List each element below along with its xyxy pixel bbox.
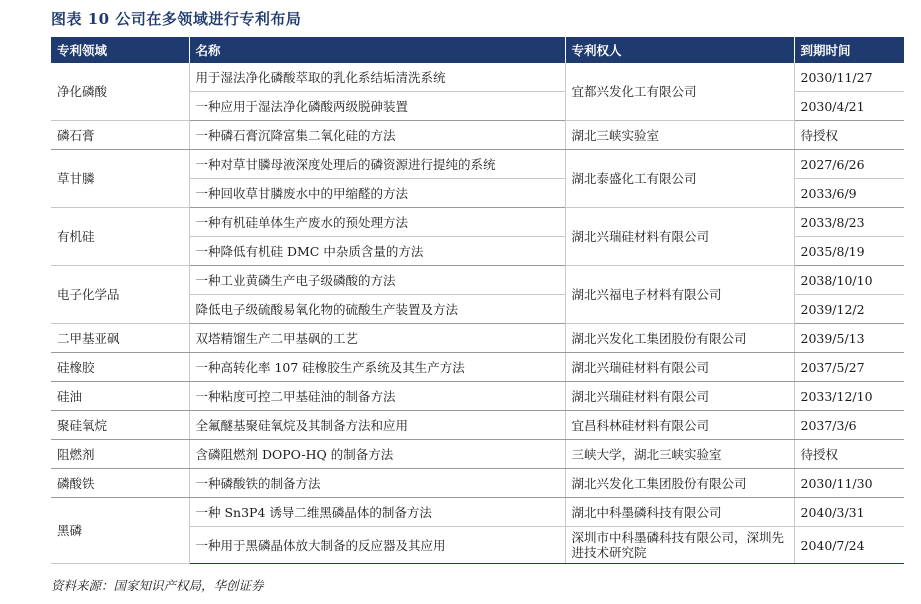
table-row — [51, 266, 904, 295]
expiry-cell: 2030/11/27 — [794, 63, 904, 92]
table-row — [51, 150, 904, 179]
patent-name-cell: 一种用于黑磷晶体放大制备的反应器及其应用 — [189, 527, 565, 564]
patent-table — [51, 37, 904, 564]
header-name: 名称 — [189, 37, 565, 63]
owner-cell: 宜都兴发化工有限公司 — [565, 63, 794, 121]
table-row — [51, 353, 904, 382]
field-cell: 阻燃剂 — [51, 440, 189, 469]
field-cell: 二甲基亚砜 — [51, 324, 189, 353]
patent-name-cell: 一种有机硅单体生产废水的预处理方法 — [189, 208, 565, 237]
field-cell: 磷酸铁 — [51, 469, 189, 498]
patent-name-cell: 一种磷酸铁的制备方法 — [189, 469, 565, 498]
owner-cell: 湖北中科墨磷科技有限公司 — [565, 498, 794, 527]
patent-name-cell: 一种对草甘膦母液深度处理后的磷资源进行提纯的系统 — [189, 150, 565, 179]
patent-name-cell: 一种应用于湿法净化磷酸两级脱砷装置 — [189, 92, 565, 121]
expiry-cell: 2030/4/21 — [794, 92, 904, 121]
expiry-cell: 2027/6/26 — [794, 150, 904, 179]
owner-cell: 湖北兴福电子材料有限公司 — [565, 266, 794, 324]
owner-cell: 湖北三峡实验室 — [565, 121, 794, 150]
table-row — [51, 208, 904, 237]
table-row — [51, 411, 904, 440]
patent-name-cell: 一种磷石膏沉降富集二氧化硅的方法 — [189, 121, 565, 150]
owner-cell: 深圳市中科墨磷科技有限公司，深圳先进技术研究院 — [565, 527, 794, 564]
field-cell: 净化磷酸 — [51, 63, 189, 121]
source-note: 资料来源：国家知识产权局，华创证券 — [51, 578, 264, 593]
expiry-cell: 2038/10/10 — [794, 266, 904, 295]
patent-name-cell: 降低电子级硫酸易氧化物的硫酸生产装置及方法 — [189, 295, 565, 324]
expiry-cell: 2039/12/2 — [794, 295, 904, 324]
field-cell: 磷石膏 — [51, 121, 189, 150]
patent-name-cell: 用于湿法净化磷酸萃取的乳化系结垢清洗系统 — [189, 63, 565, 92]
owner-cell: 三峡大学，湖北三峡实验室 — [565, 440, 794, 469]
patent-name-cell: 双塔精馏生产二甲基砜的工艺 — [189, 324, 565, 353]
expiry-cell: 2040/3/31 — [794, 498, 904, 527]
patent-name-cell: 一种降低有机硅 DMC 中杂质含量的方法 — [189, 237, 565, 266]
owner-cell: 湖北兴瑞硅材料有限公司 — [565, 353, 794, 382]
owner-cell: 湖北兴发化工集团股份有限公司 — [565, 469, 794, 498]
expiry-cell: 2035/8/19 — [794, 237, 904, 266]
patent-name-cell: 含磷阻燃剂 DOPO-HQ 的制备方法 — [189, 440, 565, 469]
expiry-cell: 2033/6/9 — [794, 179, 904, 208]
owner-cell: 宜昌科林硅材料有限公司 — [565, 411, 794, 440]
table-row — [51, 382, 904, 411]
table-row — [51, 324, 904, 353]
patent-name-cell: 全氟醚基聚硅氧烷及其制备方法和应用 — [189, 411, 565, 440]
header-field: 专利领域 — [51, 37, 189, 63]
table-row — [51, 469, 904, 498]
expiry-cell: 2040/7/24 — [794, 527, 904, 564]
field-cell: 硅橡胶 — [51, 353, 189, 382]
table-body — [51, 63, 904, 564]
owner-cell: 湖北兴发化工集团股份有限公司 — [565, 324, 794, 353]
header-expiry: 到期时间 — [794, 37, 904, 63]
patent-name-cell: 一种回收草甘膦废水中的甲缩醛的方法 — [189, 179, 565, 208]
field-cell: 黑磷 — [51, 498, 189, 564]
field-cell: 电子化学品 — [51, 266, 189, 324]
patent-name-cell: 一种 Sn3P4 诱导二维黑磷晶体的制备方法 — [189, 498, 565, 527]
expiry-cell: 2037/5/27 — [794, 353, 904, 382]
table-row — [51, 121, 904, 150]
expiry-cell: 待授权 — [794, 440, 904, 469]
field-cell: 有机硅 — [51, 208, 189, 266]
header-owner: 专利权人 — [565, 37, 794, 63]
expiry-cell: 2030/11/30 — [794, 469, 904, 498]
header-row — [51, 37, 904, 63]
patent-name-cell: 一种粘度可控二甲基硅油的制备方法 — [189, 382, 565, 411]
patent-table-wrapper — [51, 37, 904, 564]
owner-cell: 湖北泰盛化工有限公司 — [565, 150, 794, 208]
field-cell: 草甘膦 — [51, 150, 189, 208]
expiry-cell: 2033/8/23 — [794, 208, 904, 237]
expiry-cell: 2033/12/10 — [794, 382, 904, 411]
field-cell: 硅油 — [51, 382, 189, 411]
owner-cell: 湖北兴瑞硅材料有限公司 — [565, 382, 794, 411]
table-row — [51, 498, 904, 527]
table-row — [51, 63, 904, 92]
expiry-cell: 待授权 — [794, 121, 904, 150]
field-cell: 聚硅氧烷 — [51, 411, 189, 440]
patent-name-cell: 一种工业黄磷生产电子级磷酸的方法 — [189, 266, 565, 295]
figure-title: 图表 10 公司在多领域进行专利布局 — [51, 10, 302, 28]
table-header — [51, 37, 904, 63]
owner-cell: 湖北兴瑞硅材料有限公司 — [565, 208, 794, 266]
expiry-cell: 2039/5/13 — [794, 324, 904, 353]
table-row — [51, 440, 904, 469]
expiry-cell: 2037/3/6 — [794, 411, 904, 440]
patent-name-cell: 一种高转化率 107 硅橡胶生产系统及其生产方法 — [189, 353, 565, 382]
